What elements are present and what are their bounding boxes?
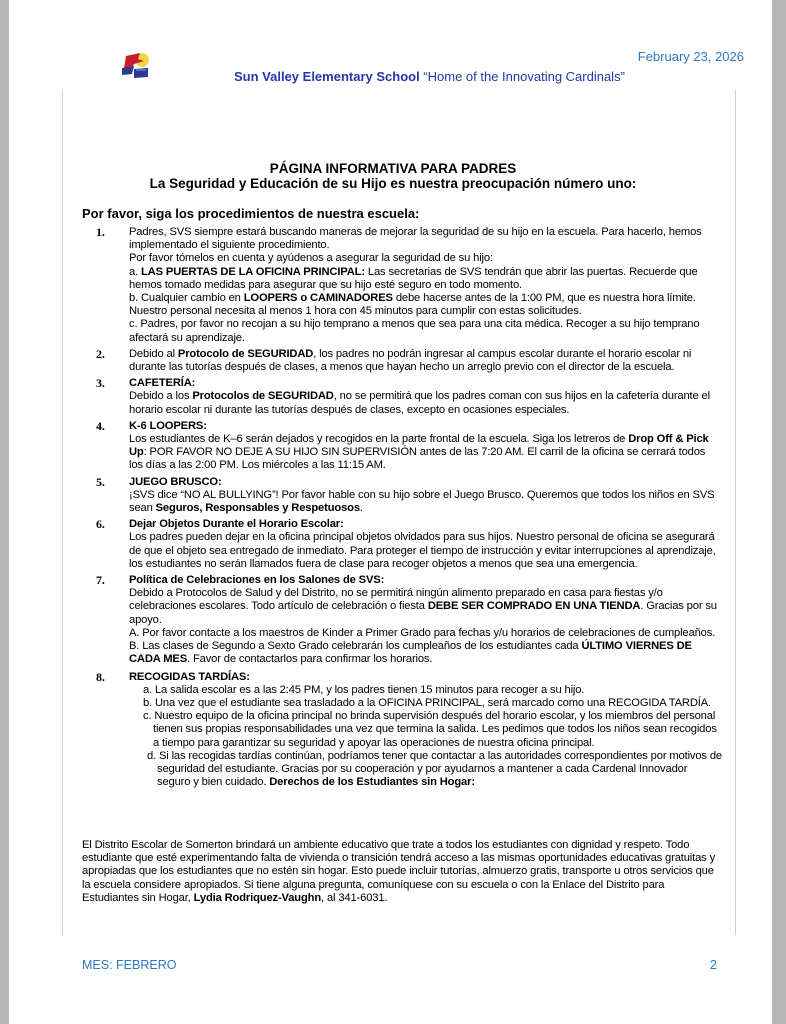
- list-item: [82, 671, 722, 790]
- sub-item-text: Las secretarias de SVS tendrán que abrir las puertas. Recuerde que hemos tomado medidas para asegurar que su hijo esté seguro en todo momento.: [129, 265, 698, 291]
- item-text: Debido a Protocolos de Salud y del Distrito, no se permitirá ningún alimento preparado en casa para fiestas y/o celebraciones escolares. Todo artículo de celebración o fiesta: [129, 587, 663, 613]
- item-number: 3.: [96, 376, 105, 391]
- item-paragraph: Padres, SVS siempre estará buscando maneras de mejorar la seguridad de su hijo en la escuela. Para hacerlo, hemos implementado el siguiente procedimiento.: [129, 226, 702, 252]
- item-heading: Dejar Objetos Durante el Horario Escolar:: [129, 518, 344, 531]
- sub-item: a. La salida escolar es a las 2:45 PM, y los padres tienen 15 minutos para recoger a su hijo.: [143, 683, 585, 696]
- sub-item-text: . Favor de contactarlos para confirmar los horarios.: [187, 653, 433, 666]
- item-heading: RECOGIDAS TARDÍAS:: [129, 670, 250, 683]
- item-text: , no se permitirá que los padres coman con sus hijos en la cafetería durante el horario escolar ni durante las tutorías después de clases, excepto en ocasiones especiales.: [129, 390, 710, 416]
- sub-item-text: [147, 763, 722, 789]
- item-number: 2.: [96, 346, 105, 361]
- sub-item: c. Padres, por favor no recojan a su hijo temprano a menos que sea para una cita médica. Recoger a su hijo temprano afectará su aprendizaje.: [129, 318, 700, 344]
- closing-paragraph: [82, 839, 722, 905]
- list-item: [82, 348, 722, 374]
- item-body: [129, 476, 722, 516]
- sub-item-bold: ÚLTIMO VIERNES DE CADA MES: [129, 640, 692, 666]
- item-number: 5.: [96, 474, 105, 489]
- page-title: PÁGINA INFORMATIVA PARA PADRES: [269, 161, 517, 176]
- item-text: .: [359, 502, 363, 515]
- item-text: Debido al: [129, 347, 178, 360]
- item-number: 8.: [96, 669, 105, 684]
- item-body: [129, 671, 722, 790]
- item-text: . Gracias por su apoyo.: [129, 600, 717, 626]
- item-bold: DEBE SER COMPRADO EN UNA TIENDA: [427, 600, 641, 613]
- cardinal-logo-icon: [118, 50, 152, 80]
- sub-item: [129, 292, 722, 318]
- sub-item-text: tienen sus propias responsabilidades una vez que termina la salida. Les pedimos que todos los niños sean recogidos a tiempo para garantizar su seguridad y apoyar las operaciones de nuestra oficina principal.: [153, 723, 717, 749]
- item-bold: Protocolo de SEGURIDAD: [177, 347, 314, 360]
- item-paragraph: Por favor tómelos en cuenta y ayúdenos a asegurar la seguridad de su hijo:: [129, 252, 493, 265]
- closing-text: El Distrito Escolar de Somerton brindará un ambiente educativo que trate a todos los estudiantes con dignidad y respeto. Todo estudiante que esté experimentando falta de vivienda o transición tendrá acceso a las mismas oportunidades educativas gratuitas y apropiadas que los estudiantes que no estén sin hogar. Esto puede incluir tutorías, almuerzo gratis, transporte u otros servicios que la escuela considere apropiados. Si tiene alguna pregunta, comuníquese con su escuela o con la Enlace del Distrito para Estudiantes sin Hogar,: [82, 839, 716, 904]
- item-body: [129, 574, 722, 666]
- sub-item-text: debe hacerse antes de la 1:00 PM, que es nuestra hora límite. Nuestro personal necesita al menos 1 hora con 45 minutos para cumplir con estas solicitudes.: [129, 292, 696, 318]
- left-page-edge: [0, 0, 9, 1024]
- sub-item: [143, 750, 722, 790]
- item-heading: Política de Celebraciones en los Salones de SVS:: [129, 574, 385, 587]
- school-name: Sun Valley Elementary School: [234, 69, 420, 84]
- item-text: : POR FAVOR NO DEJE A SU HIJO SIN SUPERVISIÓN antes de las 7:20 AM. El carril de la oficina se cerrará todos los días a las 2:00 PM. Los miércoles a las 11:15 AM.: [129, 446, 706, 472]
- list-item: [82, 518, 722, 571]
- list-item: [82, 574, 722, 666]
- sub-item-bold: LAS PUERTAS DE LA OFICINA PRINCIPAL:: [141, 265, 365, 278]
- item-number: 6.: [96, 517, 105, 532]
- item-bold: Seguros, Responsables y Respetuosos: [155, 502, 360, 515]
- list-item: [82, 226, 722, 345]
- sub-item: b. Una vez que el estudiante sea trasladado a la OFICINA PRINCIPAL, será marcado como una RECOGIDA TARDÍA.: [143, 696, 711, 709]
- list-item: [82, 476, 722, 516]
- sub-item-text: d. Si las recogidas tardías continúan, podríamos tener que contactar a las autoridades correspondientes por motivos de: [147, 749, 722, 762]
- sub-item-bold: Derechos de los Estudiantes sin Hogar:: [269, 776, 475, 789]
- item-bold: Drop Off & Pick Up: [129, 433, 709, 459]
- intro-heading: Por favor, siga los procedimientos de nuestra escuela:: [82, 206, 420, 221]
- sub-item: [143, 710, 722, 750]
- sub-item-prefix: a.: [129, 265, 141, 278]
- item-paragraph: [129, 489, 722, 515]
- page-number: 2: [710, 958, 717, 972]
- list-item: [82, 420, 722, 473]
- school-header: [234, 69, 625, 84]
- sub-item: [129, 640, 722, 666]
- left-margin-rule: [62, 90, 63, 935]
- item-number: 7.: [96, 573, 105, 588]
- item-paragraph: [129, 348, 722, 374]
- sub-item: [129, 266, 722, 292]
- item-body: [129, 226, 722, 345]
- school-motto: “Home of the Innovating Cardinals”: [419, 69, 625, 84]
- sub-item-text: seguridad del estudiante. Gracias por su cooperación y por ayudarnos a mantener a cada Cardenal Innovador seguro y bien cuidado.: [157, 762, 688, 789]
- document-date: February 23, 2026: [637, 49, 744, 64]
- item-text: Debido a los: [129, 390, 193, 403]
- item-text: , los padres no podrán ingresar al campus escolar durante el horario escolar ni durante las tutorías después de clases, a menos que hayan hecho un arreglo previo con el director de la escuela.: [129, 347, 692, 374]
- item-paragraph: [129, 433, 722, 473]
- procedures-list: [82, 226, 722, 792]
- item-body: [129, 518, 722, 571]
- right-page-edge: [772, 0, 786, 1024]
- item-paragraph: [129, 587, 722, 627]
- closing-text: , al 341-6031.: [321, 891, 388, 904]
- item-text: Los estudiantes de K–6 serán dejados y recogidos en la parte frontal de la escuela. Siga los letreros de: [129, 433, 629, 446]
- item-body: [129, 377, 722, 417]
- item-heading: CAFETERÍA:: [129, 377, 196, 390]
- list-item: [82, 377, 722, 417]
- sub-item-text: B. Las clases de Segundo a Sexto Grado celebrarán los cumpleaños de los estudiantes cada: [129, 640, 582, 653]
- item-body: [129, 420, 722, 473]
- sub-item: A. Por favor contacte a los maestros de Kinder a Primer Grado para fechas y/u horarios de celebraciones de cumpleaños.: [129, 626, 716, 639]
- item-number: 1.: [96, 225, 105, 239]
- sub-item-bold: LOOPERS o CAMINADORES: [243, 292, 393, 305]
- page-subtitle: La Seguridad y Educación de su Hijo es nuestra preocupación número uno:: [149, 176, 637, 191]
- right-margin-rule: [735, 90, 736, 935]
- liaison-name: Lydia Rodriquez-Vaughn: [193, 891, 322, 904]
- sub-item-block: [129, 684, 722, 790]
- item-number: 4.: [96, 418, 105, 433]
- item-text: ¡SVS dice “NO AL BULLYING”! Por favor hable con su hijo sobre el Juego Brusco. Queremos que todos los niños en SVS sean: [129, 488, 715, 515]
- sub-item-prefix: b. Cualquier cambio en: [129, 292, 244, 305]
- footer-month: MES: FEBRERO: [82, 958, 177, 972]
- item-heading: JUEGO BRUSCO:: [129, 475, 222, 488]
- item-bold: Protocolos de SEGURIDAD: [192, 390, 334, 403]
- sub-item-text: c. Nuestro equipo de la oficina principal no brinda supervisión después del horario escolar, y los miembros del personal: [143, 710, 716, 723]
- item-paragraph: [129, 390, 722, 416]
- item-heading: K-6 LOOPERS:: [129, 419, 207, 432]
- item-body: [129, 348, 722, 374]
- item-paragraph: Los padres pueden dejar en la oficina principal objetos olvidados para sus hijos. Nuestro personal de oficina se asegurará de que el objeto sea entregado de inmediato. Para proteger el tiempo de instrucción y evitar interrupciones al aprendizaje, los estudiantes no serán llamados fuera de clase para recoger objetos a menos que sea una emergencia.: [129, 531, 716, 570]
